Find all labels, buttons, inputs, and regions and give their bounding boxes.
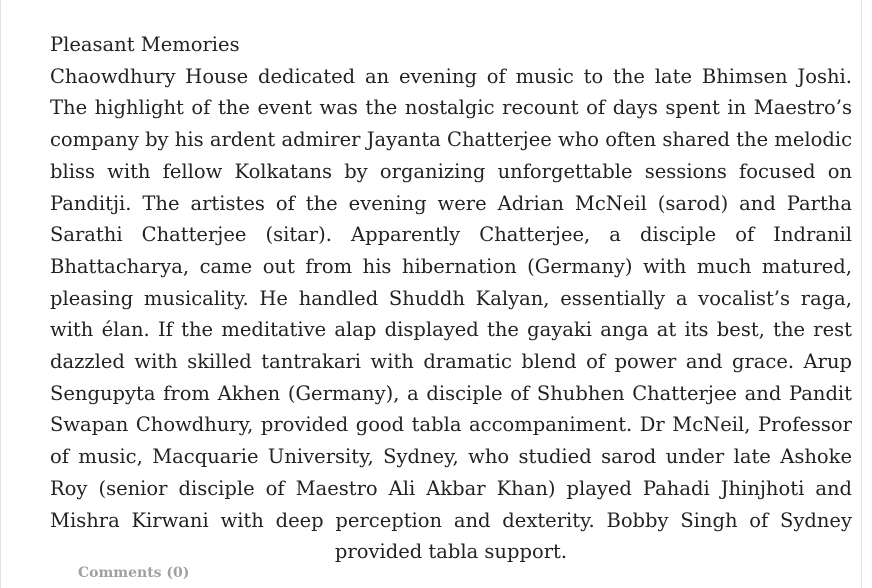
article-body: Chaowdhury House dedicated an evening of music to the late Bhimsen Joshi. The highlight of the event was the nostalgic recount of days spent in Maestro’s company by his ardent admirer Jayanta Chatterjee who often shared the melodic bliss with fellow Kolkatans by organizing unforgettable sessions focused on Panditji. The artistes of the evening were Adrian McNeil (sarod) and Partha Sarathi Chatterjee (sitar). Apparently Chatterjee, a disciple of Indranil Bhattacharya, came out from his hibernation (Germany) with much matured, pleasing musicality. He handled Shuddh Kalyan, essentially a vocalist’s raga, with élan. If the meditative alap displayed the gayaki anga at its best, the rest dazzled with skilled tantrakari with dramatic blend of power and grace. Arup Sengupyta from Akhen (Germany), a disciple of Shubhen Chatterjee and Pandit Swapan Chowdhury, provided good tabla accompaniment. Dr McNeil, Professor of music, Macquarie University, Sydney, who studied sarod under late Ashoke Roy (senior disciple of Maestro Ali Akbar Khan) played Pahadi Jhinjhoti and Mishra Kirwani with deep perception and dexterity. Bobby Singh of Sydney provided tabla support. (50, 64, 852, 564)
article-title: Pleasant Memories (50, 33, 240, 56)
comments-link[interactable]: Comments (0) (78, 565, 190, 581)
article (50, 29, 852, 568)
